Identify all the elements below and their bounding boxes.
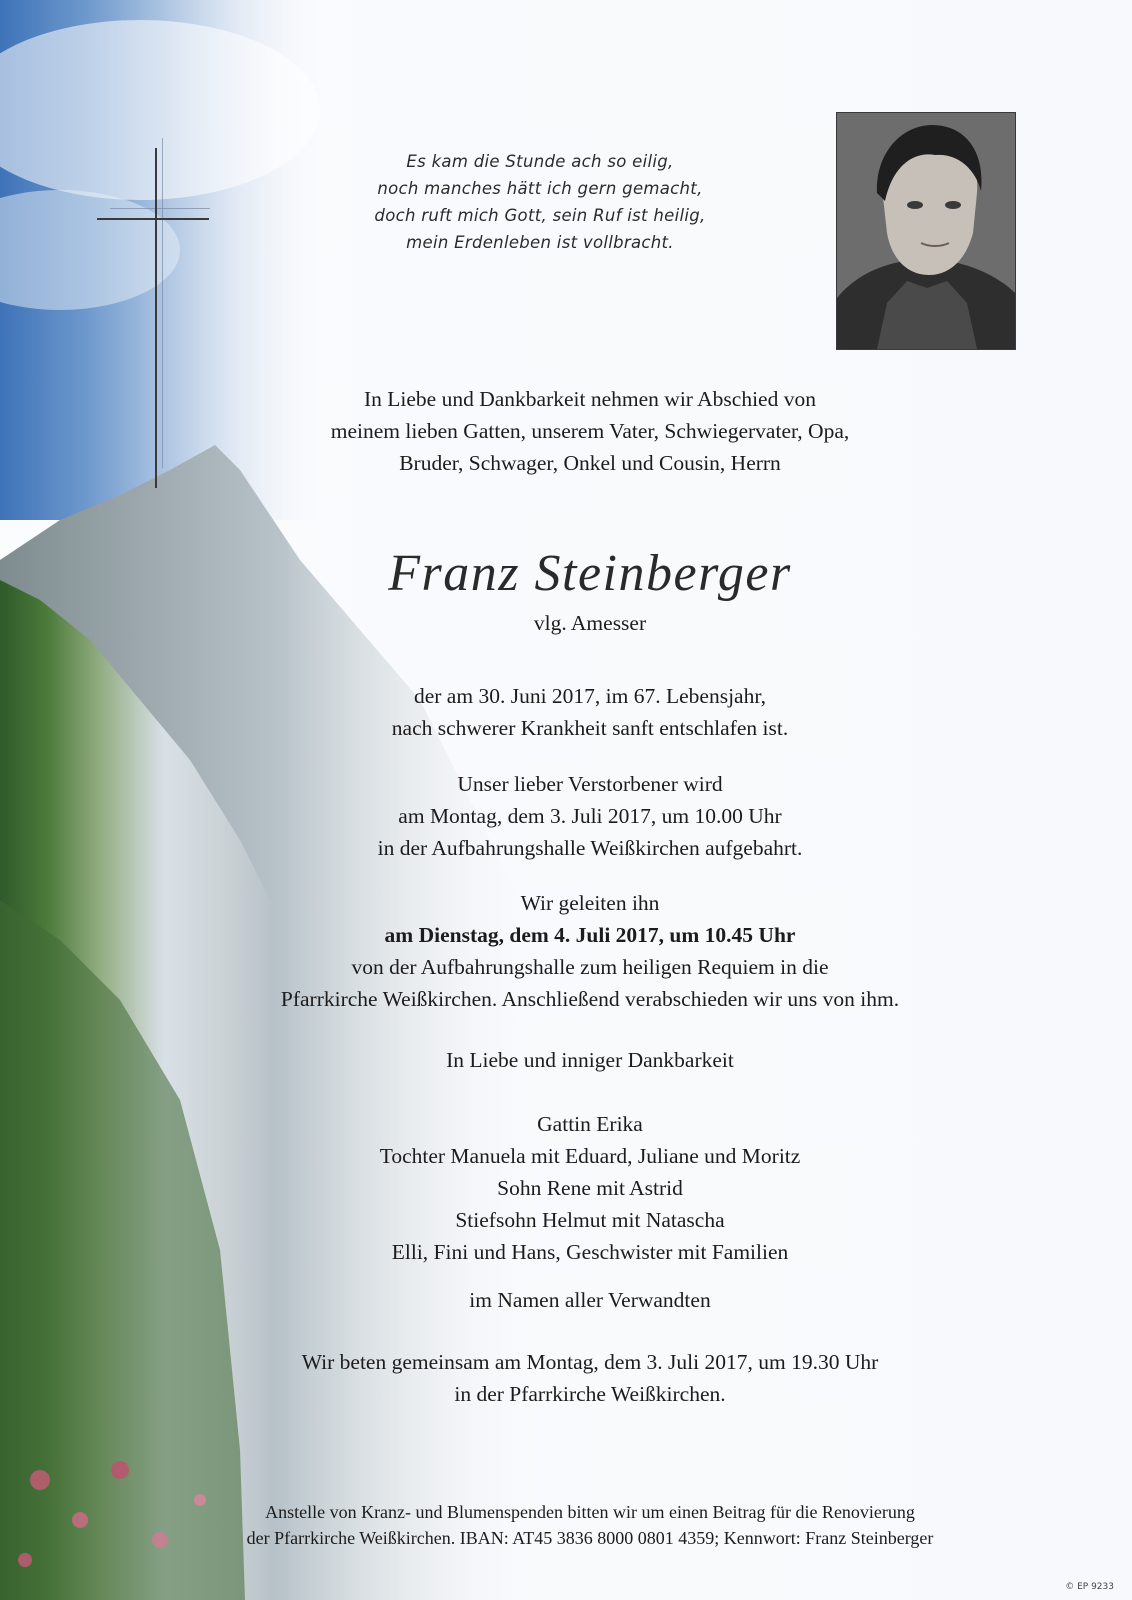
viewing-text bbox=[200, 768, 980, 864]
funeral-line: von der Aufbahrungshalle zum heiligen Requiem in die bbox=[351, 955, 829, 979]
funeral-line: Pfarrkirche Weißkirchen. Anschließend verabschieden wir uns von ihm. bbox=[280, 987, 900, 1011]
death-line: der am 30. Juni 2017, im 67. Lebensjahr, bbox=[413, 684, 767, 708]
mourner: Stiefsohn Helmut mit Natascha bbox=[455, 1208, 725, 1232]
poem-line: noch manches hätt ich gern gemacht, bbox=[377, 179, 703, 198]
funeral-line: Wir geleiten ihn bbox=[520, 891, 660, 915]
poem bbox=[340, 148, 740, 256]
mourner: Elli, Fini und Hans, Geschwister mit Familien bbox=[391, 1240, 789, 1264]
intro-text bbox=[200, 383, 980, 479]
poem-line: doch ruft mich Gott, sein Ruf ist heilig, bbox=[374, 206, 706, 225]
gratitude-text: In Liebe und inniger Dankbarkeit bbox=[446, 1048, 734, 1072]
intro-line: Bruder, Schwager, Onkel und Cousin, Herrn bbox=[399, 451, 781, 475]
viewing-line: Unser lieber Verstorbener wird bbox=[457, 772, 723, 796]
donation-note bbox=[160, 1499, 1020, 1551]
donation-line: Anstelle von Kranz- und Blumenspenden bitten wir um einen Beitrag für die Renovierung bbox=[265, 1502, 915, 1522]
viewing-line: in der Aufbahrungshalle Weißkirchen aufgebahrt. bbox=[377, 836, 803, 860]
viewing-line: am Montag, dem 3. Juli 2017, um 10.00 Uhr bbox=[398, 804, 782, 828]
cross-shadow-horizontal bbox=[110, 208, 210, 209]
funeral-date: am Dienstag, dem 4. Juli 2017, um 10.45 Uhr bbox=[384, 923, 796, 947]
mourner: Sohn Rene mit Astrid bbox=[497, 1176, 683, 1200]
cross-vertical bbox=[155, 148, 157, 488]
portrait-photo bbox=[836, 112, 1016, 350]
intro-line: In Liebe und Dankbarkeit nehmen wir Abschied von bbox=[364, 387, 816, 411]
poem-line: Es kam die Stunde ach so eilig, bbox=[406, 152, 674, 171]
mourner: Gattin Erika bbox=[537, 1112, 643, 1136]
mourners-list bbox=[200, 1108, 980, 1268]
death-line: nach schwerer Krankheit sanft entschlafen ist. bbox=[391, 716, 789, 740]
cross-horizontal bbox=[97, 218, 209, 220]
print-code: © EP 9233 bbox=[1065, 1582, 1114, 1592]
funeral-text bbox=[200, 887, 980, 1015]
deceased-name: Franz Steinberger bbox=[388, 545, 792, 602]
prayer-line: in der Pfarrkirche Weißkirchen. bbox=[454, 1382, 726, 1406]
prayer-line: Wir beten gemeinsam am Montag, dem 3. Juli 2017, um 19.30 Uhr bbox=[301, 1350, 879, 1374]
mourner: Tochter Manuela mit Eduard, Juliane und Moritz bbox=[379, 1144, 801, 1168]
relatives-text: im Namen aller Verwandten bbox=[469, 1288, 711, 1312]
prayer-text bbox=[200, 1346, 980, 1410]
death-text bbox=[200, 680, 980, 744]
poem-line: mein Erdenleben ist vollbracht. bbox=[406, 233, 674, 252]
donation-line: der Pfarrkirche Weißkirchen. IBAN: AT45 3836 8000 0801 4359; Kennwort: Franz Steinberger bbox=[246, 1528, 934, 1548]
portrait-image bbox=[837, 113, 1015, 349]
intro-line: meinem lieben Gatten, unserem Vater, Schwiegervater, Opa, bbox=[330, 419, 850, 443]
deceased-vulgo: vlg. Amesser bbox=[533, 611, 647, 635]
cross-shadow-vertical bbox=[162, 138, 163, 468]
